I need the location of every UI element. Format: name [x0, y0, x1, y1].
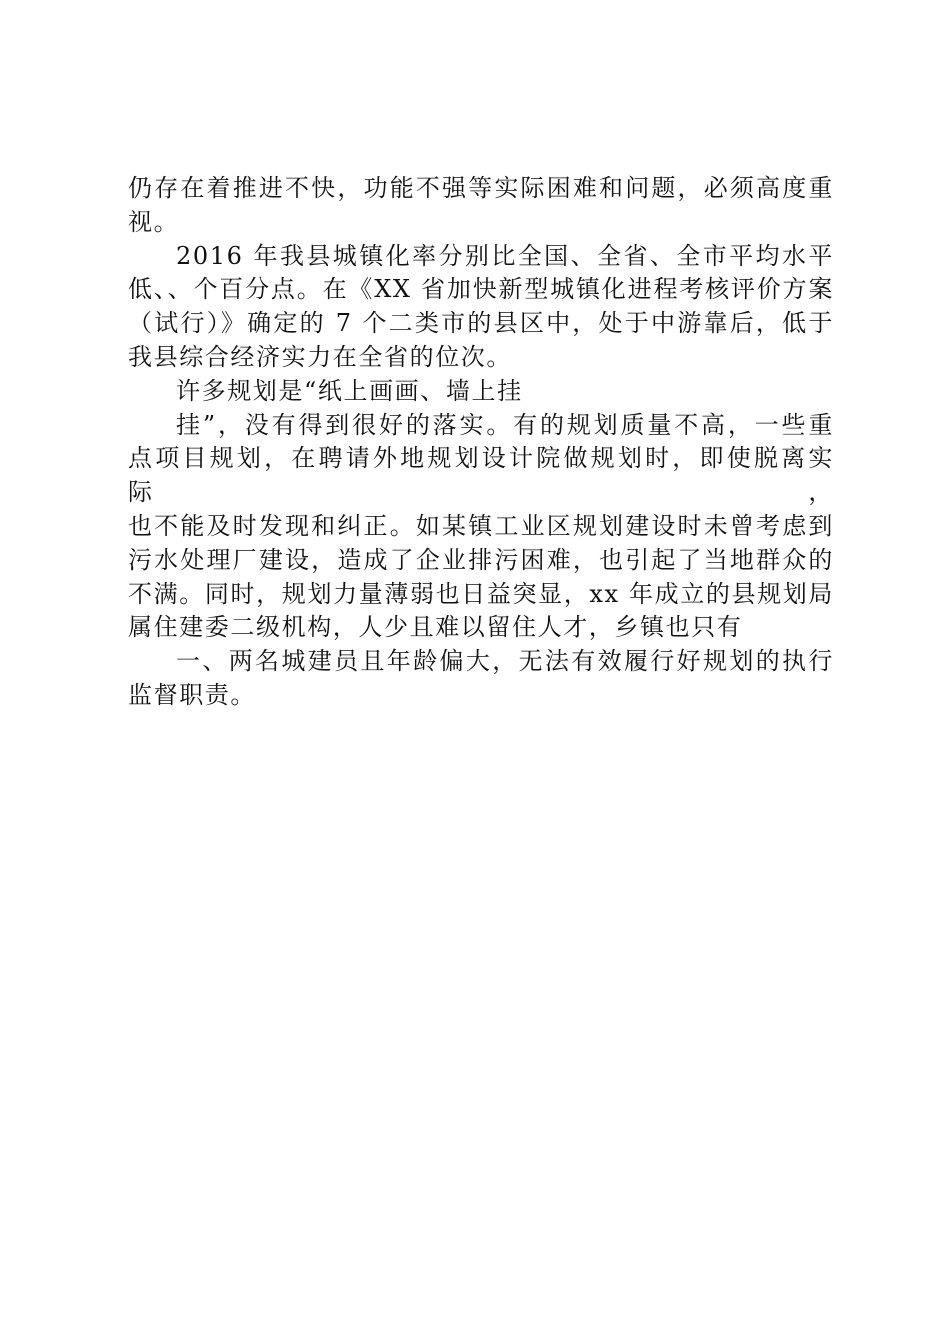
text-line: 挂”，没有得到很好的落实。有的规划质量不高，一些重 — [176, 410, 834, 439]
text-line: （试行）》确定的 7 个二类市的县区中，处于中游靠后，低于 — [128, 309, 834, 338]
body-text — [128, 172, 834, 713]
text-line: 低、、个百分点。在《XX 省加快新型城镇化进程考核评价方案 — [128, 275, 834, 304]
text-line: 许多规划是“纸上画画、墙上挂 — [176, 376, 523, 405]
text-line: 也不能及时发现和纠正。如某镇工业区规划建设时未曾考虑到 — [128, 511, 834, 540]
text-line: 仍存在着推进不快，功能不强等实际困难和问题，必须高度重 — [128, 174, 834, 202]
text-line: 污水处理厂建设，造成了企业排污困难，也引起了当地群众的 — [128, 545, 834, 574]
text-line: 属住建委二级机构，人少且难以留住人才，乡镇也只有 — [128, 613, 743, 642]
text-line: 视。 — [128, 207, 180, 236]
text-line: 不满。同时，规划力量薄弱也日益突显，xx 年成立的县规划局 — [128, 579, 834, 608]
text-line: 2016 年我县城镇化率分别比全国、全省、全市平均水平 — [176, 241, 834, 270]
text-line: 一、两名城建员且年龄偏大，无法有效履行好规划的执行 — [176, 647, 834, 676]
text-line: 监督职责。 — [128, 680, 256, 709]
text-line: 点项目规划，在聘请外地规划设计院做规划时，即使脱离实际， — [128, 444, 834, 507]
text-line: 我县综合经济实力在全省的位次。 — [128, 342, 512, 371]
